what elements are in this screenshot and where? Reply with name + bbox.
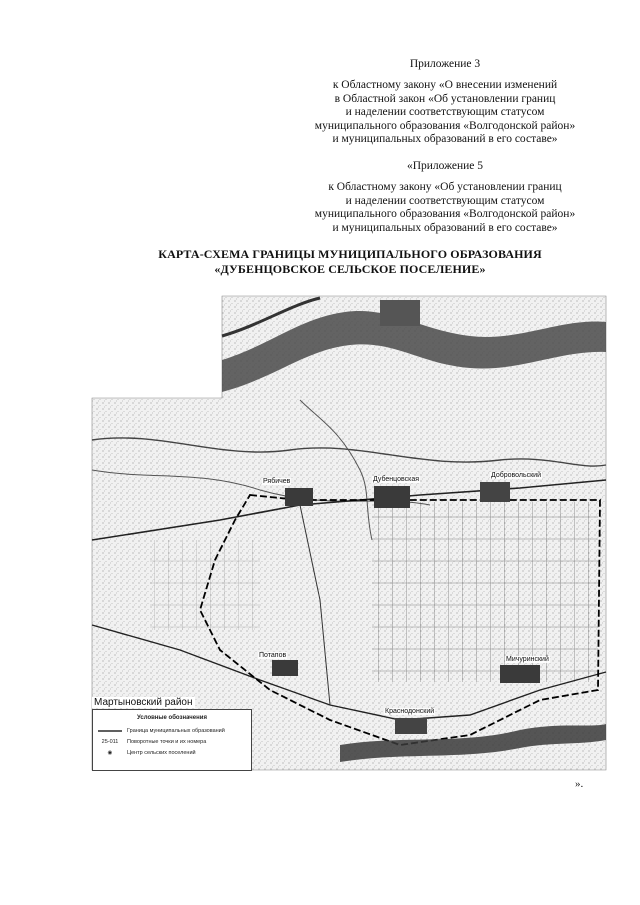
settlement-label: Потапов — [259, 652, 287, 659]
settlement-block — [272, 660, 298, 676]
annex-5-line: и наделении соответствующим статусом — [345, 194, 545, 207]
legend-row — [93, 747, 251, 758]
closing-quote-mark: ». — [575, 778, 584, 790]
legend-text: Центр сельских поселений — [127, 749, 196, 756]
map-title-line-1: КАРТА-СХЕМА ГРАНИЦЫ МУНИЦИПАЛЬНОГО ОБРАЗОВАНИЯ — [158, 247, 542, 261]
annex-5-line: к Областному закону «Об установлении границ — [328, 181, 562, 194]
annex-3-line: муниципального образования «Волгодонской район» — [314, 119, 576, 132]
annex-3-label: Приложение 3 — [409, 58, 481, 70]
annex-3-line: и муниципальных образований в его составе» — [332, 133, 558, 146]
settlement-label: Дубенцовская — [373, 476, 420, 483]
map-title-line-2: «ДУБЕНЦОВСКОЕ СЕЛЬСКОЕ ПОСЕЛЕНИЕ» — [214, 262, 486, 276]
annex-5-line: и муниципальных образований в его составе» — [332, 221, 558, 234]
field-block — [372, 502, 598, 682]
turning-point-label: 25-011 — [101, 738, 119, 745]
district-label: Мартыновский район — [94, 697, 193, 708]
settlement-block — [480, 482, 510, 502]
annex-5-line: муниципального образования «Волгодонской район» — [314, 208, 576, 221]
settlement-block — [500, 665, 540, 683]
settlement-center-icon: ◉ — [107, 749, 113, 756]
legend-title: Условные обозначения — [137, 715, 207, 721]
settlement-label: Рябичев — [263, 478, 291, 485]
settlement-label: Краснодонский — [385, 708, 435, 715]
settlement-block — [374, 486, 410, 508]
legend-text: Поворотные точки и их номера — [127, 738, 207, 745]
legend-text: Граница муниципальных образований — [127, 727, 225, 734]
field-block — [150, 540, 260, 630]
settlement-block — [395, 718, 427, 734]
annex-3-line: и наделении соответствующим статусом — [345, 106, 545, 119]
settlement-label: Мичуринский — [506, 656, 549, 663]
boundary-line-icon — [93, 729, 127, 733]
settlement-label: Добровольский — [491, 472, 542, 479]
annex-3-line: в Областной закон «Об установлении границ — [334, 92, 556, 105]
annex-3-line: к Областному закону «О внесении изменений — [332, 79, 558, 92]
settlement-block — [380, 300, 420, 326]
map-legend — [92, 709, 252, 771]
annex-5-label: «Приложение 5 — [406, 160, 484, 172]
legend-row — [93, 736, 251, 747]
legend-row — [93, 725, 251, 736]
settlement-block — [285, 488, 313, 506]
